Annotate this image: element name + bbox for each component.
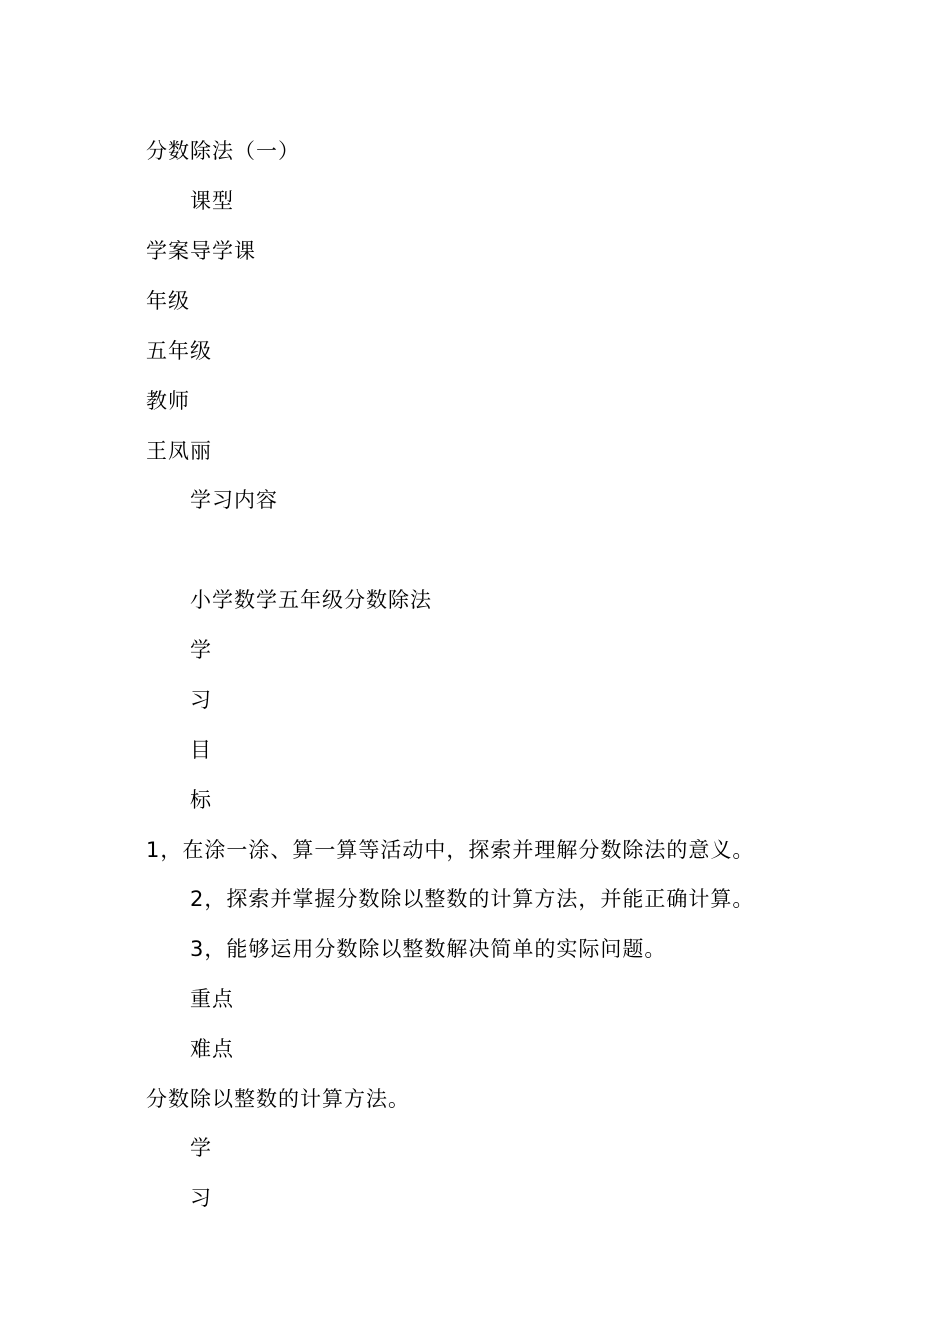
objective-item-1: 1，在涂一涂、算一算等活动中，探索并理解分数除法的意义。 — [146, 838, 755, 862]
value-lesson-type: 学案导学课 — [146, 239, 256, 263]
label-key-point: 重点 — [190, 987, 234, 1011]
value-learning-content: 小学数学五年级分数除法 — [190, 588, 432, 612]
label-grade: 年级 — [146, 289, 190, 313]
value-key-difficulty: 分数除以整数的计算方法。 — [146, 1087, 410, 1111]
label-objectives-char-2: 习 — [190, 688, 212, 712]
label-teacher: 教师 — [146, 389, 190, 413]
label-lesson-type: 课型 — [190, 189, 234, 213]
value-grade: 五年级 — [146, 339, 212, 363]
label-process-char-2: 习 — [190, 1186, 212, 1210]
value-teacher: 王凤丽 — [146, 439, 212, 463]
label-objectives-char-3: 目 — [190, 738, 212, 762]
document-title: 分数除法（一） — [146, 139, 300, 163]
label-objectives-char-4: 标 — [190, 788, 212, 812]
label-objectives-char-1: 学 — [190, 638, 212, 662]
label-learning-content: 学习内容 — [190, 488, 278, 512]
label-difficulty: 难点 — [190, 1037, 234, 1061]
label-process-char-1: 学 — [190, 1136, 212, 1160]
objective-item-2: 2，探索并掌握分数除以整数的计算方法，并能正确计算。 — [190, 887, 755, 911]
objective-item-3: 3，能够运用分数除以整数解决简单的实际问题。 — [190, 937, 667, 961]
